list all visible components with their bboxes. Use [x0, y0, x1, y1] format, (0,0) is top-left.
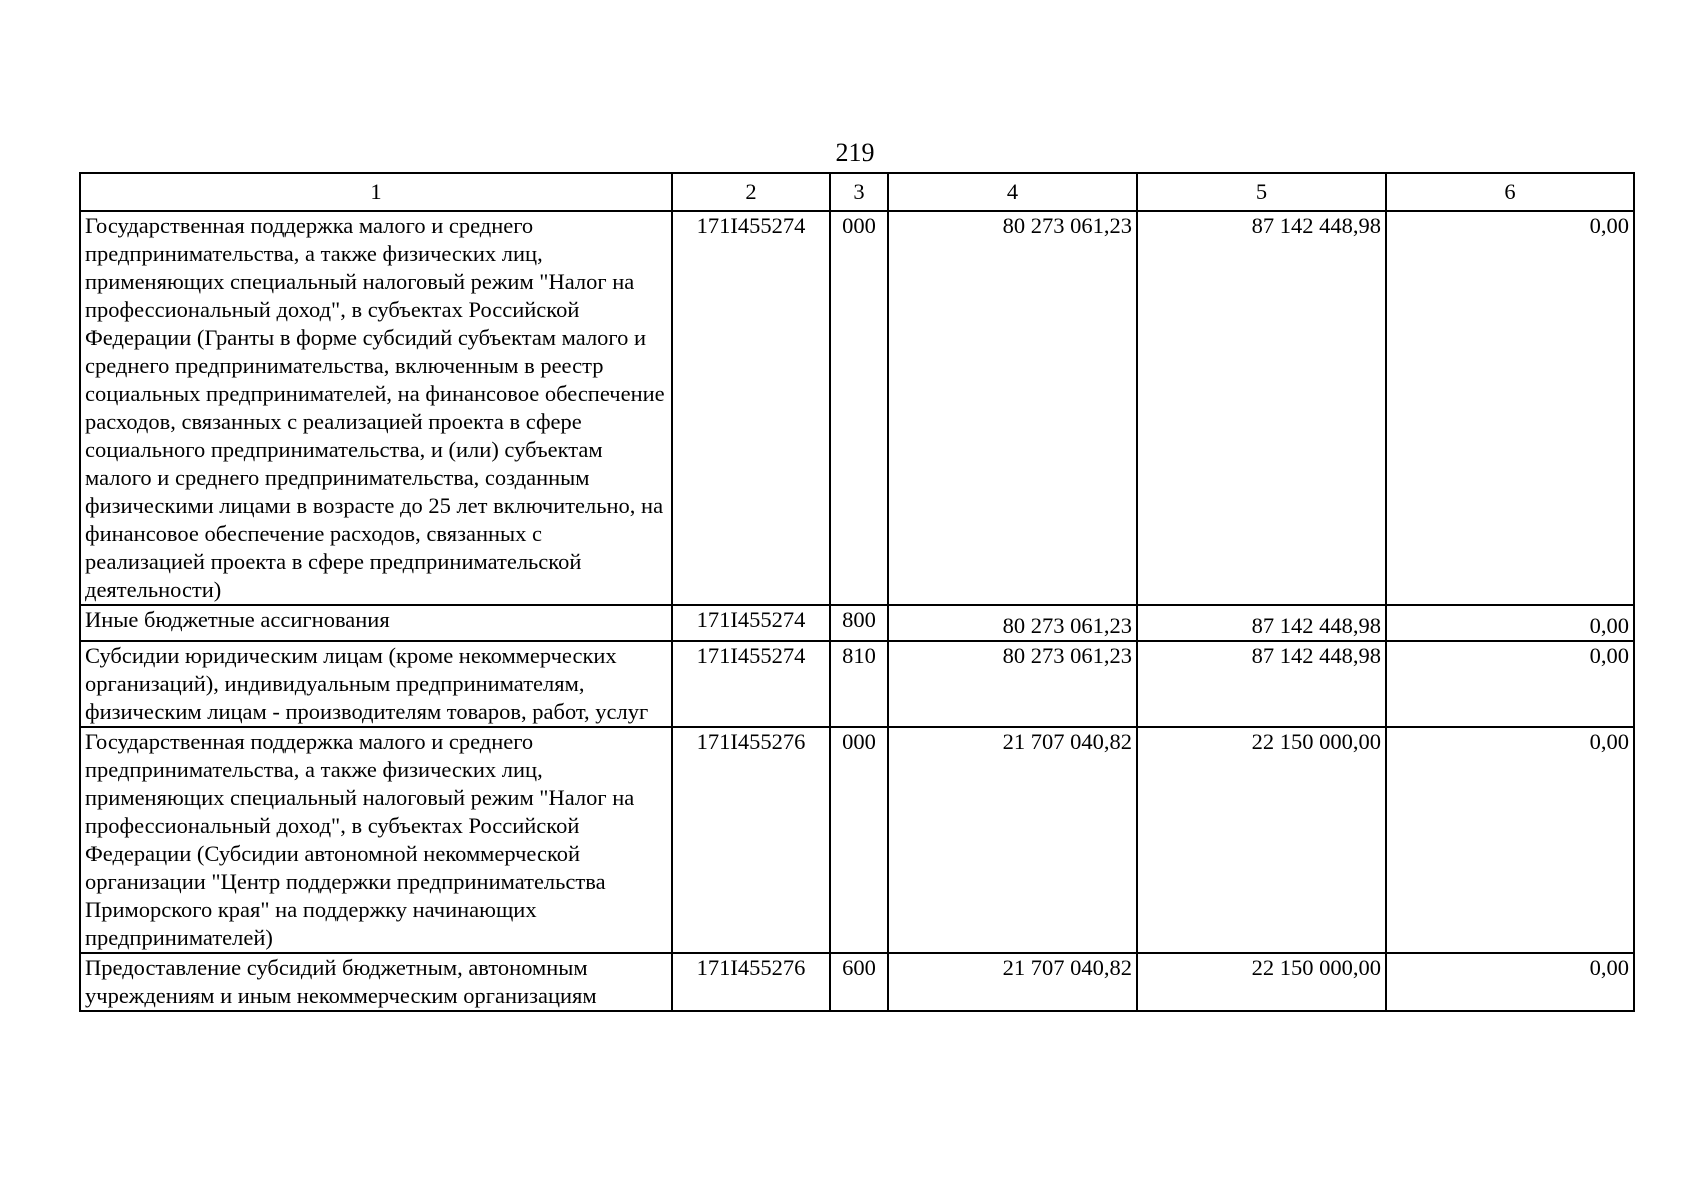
row-amount-col5: 87 142 448,98 — [1137, 641, 1386, 727]
row-amount-col5: 22 150 000,00 — [1137, 727, 1386, 953]
row-amount-col4: 80 273 061,23 — [888, 211, 1137, 605]
row-amount-col4: 80 273 061,23 — [888, 605, 1137, 641]
row-amount-col5: 22 150 000,00 — [1137, 953, 1386, 1011]
row-amount-col4: 21 707 040,82 — [888, 727, 1137, 953]
table-row — [80, 953, 1634, 1011]
table-row — [80, 727, 1634, 953]
table-row — [80, 641, 1634, 727]
column-header: 1 — [80, 173, 672, 211]
row-amount-col6: 0,00 — [1386, 953, 1634, 1011]
row-type: 810 — [830, 641, 888, 727]
row-name: Государственная поддержка малого и среднего предпринимательства, а также физических лиц, применяющих специальный налоговый режим "Налог на профессиональный доход", в субъектах Российской Федерации (Субсидии автономной некоммерческой организации "Центр поддержки предпринимательства Приморского края" на поддержку начинающих предпринимателей) — [80, 727, 672, 953]
row-amount-col4: 80 273 061,23 — [888, 641, 1137, 727]
column-header: 6 — [1386, 173, 1634, 211]
row-type: 000 — [830, 211, 888, 605]
row-code: 171I455274 — [672, 605, 830, 641]
header-row — [80, 173, 1634, 211]
row-amount-col5: 87 142 448,98 — [1137, 605, 1386, 641]
column-header: 2 — [672, 173, 830, 211]
row-amount-col6: 0,00 — [1386, 641, 1634, 727]
row-name: Предоставление субсидий бюджетным, автономным учреждениям и иным некоммерческим организациям — [80, 953, 672, 1011]
row-type: 800 — [830, 605, 888, 641]
row-code: 171I455276 — [672, 727, 830, 953]
row-code: 171I455274 — [672, 211, 830, 605]
table-row — [80, 211, 1634, 605]
row-amount-col6: 0,00 — [1386, 727, 1634, 953]
row-amount-col6: 0,00 — [1386, 605, 1634, 641]
row-code: 171I455276 — [672, 953, 830, 1011]
column-header: 4 — [888, 173, 1137, 211]
row-amount-col5: 87 142 448,98 — [1137, 211, 1386, 605]
table-row — [80, 605, 1634, 641]
column-header: 5 — [1137, 173, 1386, 211]
row-amount-col6: 0,00 — [1386, 211, 1634, 605]
row-type: 000 — [830, 727, 888, 953]
budget-table — [79, 172, 1635, 1012]
row-name: Иные бюджетные ассигнования — [80, 605, 672, 641]
row-type: 600 — [830, 953, 888, 1011]
row-amount-col4: 21 707 040,82 — [888, 953, 1137, 1011]
row-name: Субсидии юридическим лицам (кроме некоммерческих организаций), индивидуальным предпринимателям, физическим лицам - производителям товаров, работ, услуг — [80, 641, 672, 727]
row-name: Государственная поддержка малого и среднего предпринимательства, а также физических лиц, применяющих специальный налоговый режим "Налог на профессиональный доход", в субъектах Российской Федерации (Гранты в форме субсидий субъектам малого и среднего предпринимательства, включенным в реестр социальных предпринимателей, на финансовое обеспечение расходов, связанных с реализацией проекта в сфере социального предпринимательства, и (или) субъектам малого и среднего предпринимательства, созданным физическими лицами в возрасте до 25 лет включительно, на финансовое обеспечение расходов, связанных с реализацией проекта в сфере предпринимательской деятельности) — [80, 211, 672, 605]
row-code: 171I455274 — [672, 641, 830, 727]
table-body — [80, 211, 1634, 1011]
column-header: 3 — [830, 173, 888, 211]
page-number: 219 — [835, 138, 875, 167]
table-header — [80, 173, 1634, 211]
